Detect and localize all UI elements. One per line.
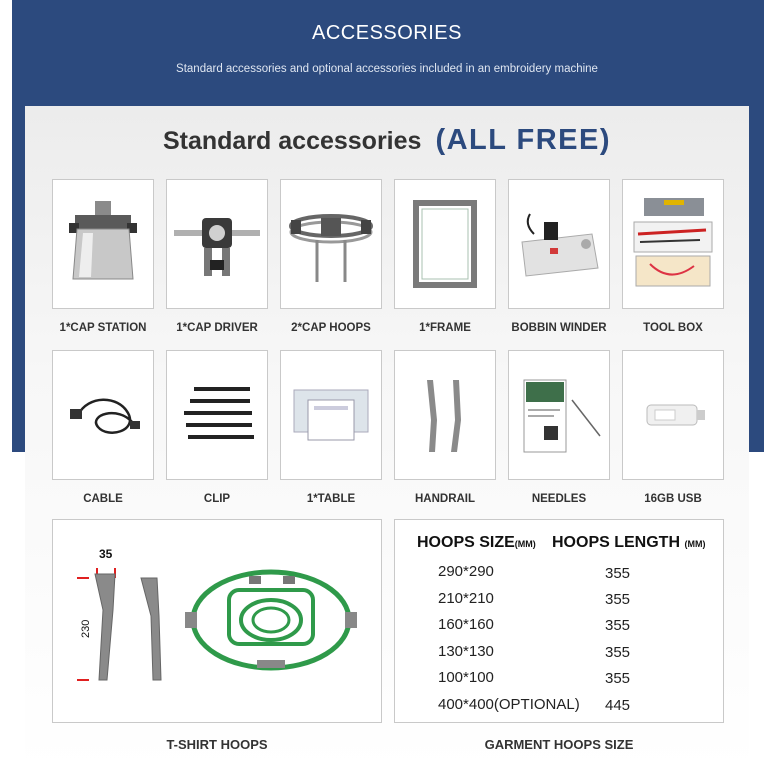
item-label-clip: CLIP	[203, 493, 231, 505]
item-card-usb[interactable]	[622, 350, 724, 480]
free-badge: (ALL FREE)	[435, 124, 612, 156]
tshirt-hoops-illustration	[53, 520, 381, 722]
tool-box-icon	[630, 194, 716, 294]
item-label-cap-station: 1*CAP STATION	[59, 322, 147, 334]
hoop-length-cell: 355	[605, 565, 631, 582]
col-header-length-unit: (MM)	[684, 539, 706, 549]
hoop-length-cell: 355	[605, 617, 631, 634]
item-label-needles: NEEDLES	[531, 493, 587, 505]
tshirt-hoops-card[interactable]	[52, 519, 382, 723]
item-card-cap-station[interactable]	[52, 179, 154, 309]
bobbin-winder-icon	[514, 204, 604, 284]
item-card-table[interactable]	[280, 350, 382, 480]
hoop-size-cell: 210*210	[438, 590, 494, 607]
hoop-size-cell: 100*100	[438, 669, 494, 686]
item-label-cap-driver: 1*CAP DRIVER	[176, 322, 258, 334]
item-card-tool-box[interactable]	[622, 179, 724, 309]
needles-icon	[514, 370, 604, 460]
width-mark: 35	[99, 547, 113, 561]
table-icon	[286, 370, 376, 460]
hoop-length-cell: 355	[605, 644, 631, 661]
hoop-length-cell: 355	[605, 591, 631, 608]
garment-hoops-label: GARMENT HOOPS SIZE	[484, 737, 634, 752]
item-label-bobbin-winder: BOBBIN WINDER	[511, 322, 607, 334]
col-header-size	[417, 534, 536, 552]
item-card-cable[interactable]	[52, 350, 154, 480]
usb-icon	[633, 385, 713, 445]
cap-driver-icon	[172, 204, 262, 284]
cap-station-icon	[63, 197, 143, 292]
item-card-frame[interactable]	[394, 179, 496, 309]
item-card-cap-hoops[interactable]	[280, 179, 382, 309]
item-card-cap-driver[interactable]	[166, 179, 268, 309]
tshirt-hoops-label: T-SHIRT HOOPS	[166, 737, 268, 752]
height-mark: 230	[80, 619, 92, 638]
item-label-handrail: HANDRAIL	[414, 493, 476, 505]
page-title: ACCESSORIES	[312, 22, 462, 44]
col-header-length	[552, 534, 705, 552]
hoop-size-cell: 130*130	[438, 643, 494, 660]
item-card-handrail[interactable]	[394, 350, 496, 480]
col-header-size-text: HOOPS SIZE	[417, 534, 515, 551]
handrail-icon	[415, 370, 475, 460]
item-label-tool-box: TOOL BOX	[643, 322, 703, 334]
col-header-length-text: HOOPS LENGTH	[552, 534, 681, 551]
item-card-needles[interactable]	[508, 350, 610, 480]
clip-icon	[174, 375, 260, 455]
section-title	[0, 124, 774, 157]
item-card-clip[interactable]	[166, 350, 268, 480]
item-label-frame: 1*FRAME	[419, 322, 471, 334]
frame-icon	[410, 197, 480, 292]
hoop-size-cell: 160*160	[438, 616, 494, 633]
hoop-length-cell: 355	[605, 670, 631, 687]
item-label-usb: 16GB USB	[644, 493, 702, 505]
section-title-text: Standard accessories	[162, 127, 422, 155]
page-subtitle: Standard accessories and optional accessories included in an embroidery machine	[176, 63, 598, 75]
col-header-size-unit: (MM)	[514, 539, 536, 549]
hoop-size-cell: 400*400(OPTIONAL)	[438, 696, 580, 713]
cable-icon	[58, 375, 148, 455]
hoop-size-cell: 290*290	[438, 563, 494, 580]
item-label-table: 1*TABLE	[306, 493, 356, 505]
cap-hoops-icon	[285, 204, 377, 284]
hoop-length-cell: 445	[605, 697, 631, 714]
item-label-cable: CABLE	[83, 493, 123, 505]
item-card-bobbin-winder[interactable]	[508, 179, 610, 309]
item-label-cap-hoops: 2*CAP HOOPS	[291, 322, 371, 334]
